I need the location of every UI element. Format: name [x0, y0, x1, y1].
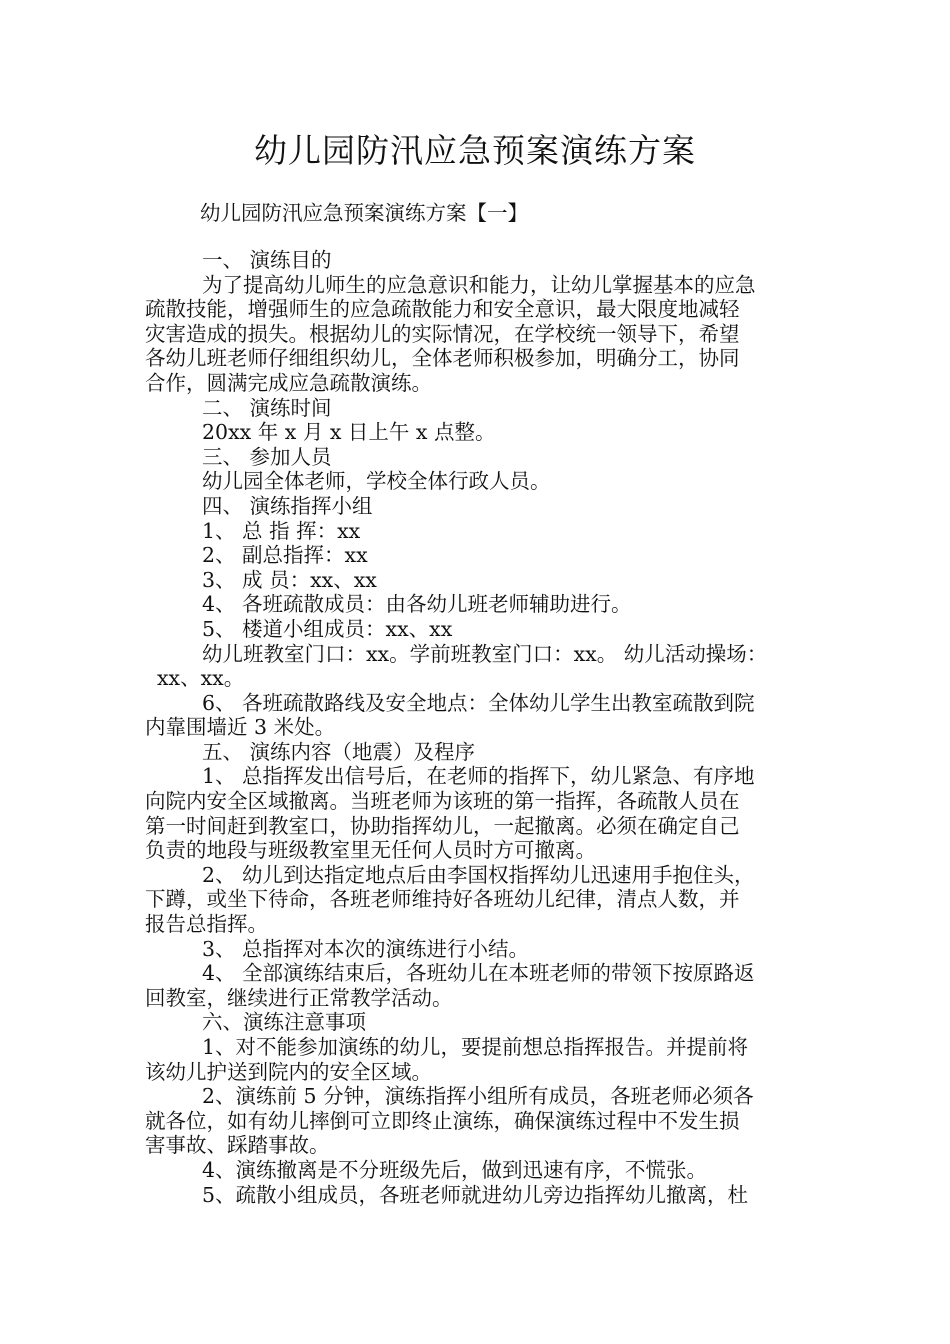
body-line: 疏散技能，增强师生的应急疏散能力和安全意识，最大限度地减轻	[145, 297, 740, 322]
document-title: 幼儿园防汛应急预案演练方案	[254, 131, 696, 170]
body-line: 该幼儿护送到院内的安全区域。	[145, 1059, 432, 1084]
document-body	[145, 248, 810, 1207]
body-line: 6、 各班疏散路线及安全地点：全体幼儿学生出教室疏散到院	[202, 690, 755, 715]
body-line: 3、 成 员：xx、xx	[202, 567, 377, 592]
body-line: 各幼儿班老师仔细组织幼儿，全体老师积极参加，明确分工，协同	[145, 346, 740, 371]
body-line: 负责的地段与班级教室里无任何人员时方可撤离。	[145, 838, 596, 863]
body-line: 下蹲，或坐下待命，各班老师维持好各班幼儿纪律，清点人数，并	[145, 887, 740, 912]
body-line: 回教室，继续进行正常教学活动。	[145, 985, 453, 1010]
document-subtitle: 幼儿园防汛应急预案演练方案【一】	[200, 201, 528, 225]
body-line: 5、疏散小组成员，各班老师就进幼儿旁边指挥幼儿撤离，杜	[202, 1182, 749, 1207]
body-line: 内靠围墙近 3 米处。	[145, 715, 336, 740]
body-line: 第一时间赶到教室口，协助指挥幼儿，一起撤离。必须在确定自己	[145, 813, 740, 838]
body-line: 一、 演练目的	[202, 248, 332, 272]
body-line: 20xx 年 x 月 x 日上午 x 点整。	[202, 420, 496, 445]
body-line: 合作，圆满完成应急疏散演练。	[145, 370, 432, 395]
body-line: 四、 演练指挥小组	[202, 493, 373, 518]
body-line: 1、 总 指 挥：xx	[202, 518, 361, 543]
body-line: 4、 各班疏散成员：由各幼儿班老师辅助进行。	[202, 592, 632, 617]
body-line: 幼儿班教室门口：xx。学前班教室门口：xx。 幼儿活动操场：	[202, 641, 768, 666]
body-line: 向院内安全区域撤离。当班老师为该班的第一指挥，各疏散人员在	[145, 789, 740, 814]
body-line: 二、 演练时间	[202, 395, 332, 420]
body-line: 五、 演练内容（地震）及程序	[202, 739, 476, 764]
body-line: 3、 总指挥对本次的演练进行小结。	[202, 936, 530, 961]
body-line: 2、 幼儿到达指定地点后由李国权指挥幼儿迅速用手抱住头，	[202, 862, 755, 887]
body-line: 1、对不能参加演练的幼儿，要提前想总指挥报告。并提前将	[202, 1035, 749, 1059]
body-line: 2、 副总指挥：xx	[202, 543, 368, 568]
body-line: 六、演练注意事项	[202, 1010, 366, 1035]
body-line: 幼儿园全体老师，学校全体行政人员。	[202, 469, 551, 494]
body-line: 4、演练撤离是不分班级先后，做到迅速有序，不慌张。	[202, 1157, 708, 1182]
body-line: 灾害造成的损失。根据幼儿的实际情况，在学校统一领导下，希望	[145, 321, 740, 346]
body-line: 害事故、踩踏事故。	[145, 1133, 330, 1158]
body-line: xx、xx。	[157, 666, 245, 691]
body-line: 4、 全部演练结束后，各班幼儿在本班老师的带领下按原路返	[202, 961, 755, 986]
body-line: 2、演练前 5 分钟，演练指挥小组所有成员，各班老师必须各	[202, 1084, 754, 1109]
body-line: 为了提高幼儿师生的应急意识和能力，让幼儿掌握基本的应急	[202, 272, 756, 297]
body-line: 5、 楼道小组成员：xx、xx	[202, 616, 453, 641]
body-line: 三、 参加人员	[202, 444, 332, 469]
body-line: 1、 总指挥发出信号后，在老师的指挥下，幼儿紧急、有序地	[202, 764, 755, 789]
body-line: 报告总指挥。	[145, 912, 268, 937]
body-line: 就各位，如有幼儿摔倒可立即终止演练，确保演练过程中不发生损	[145, 1108, 740, 1133]
